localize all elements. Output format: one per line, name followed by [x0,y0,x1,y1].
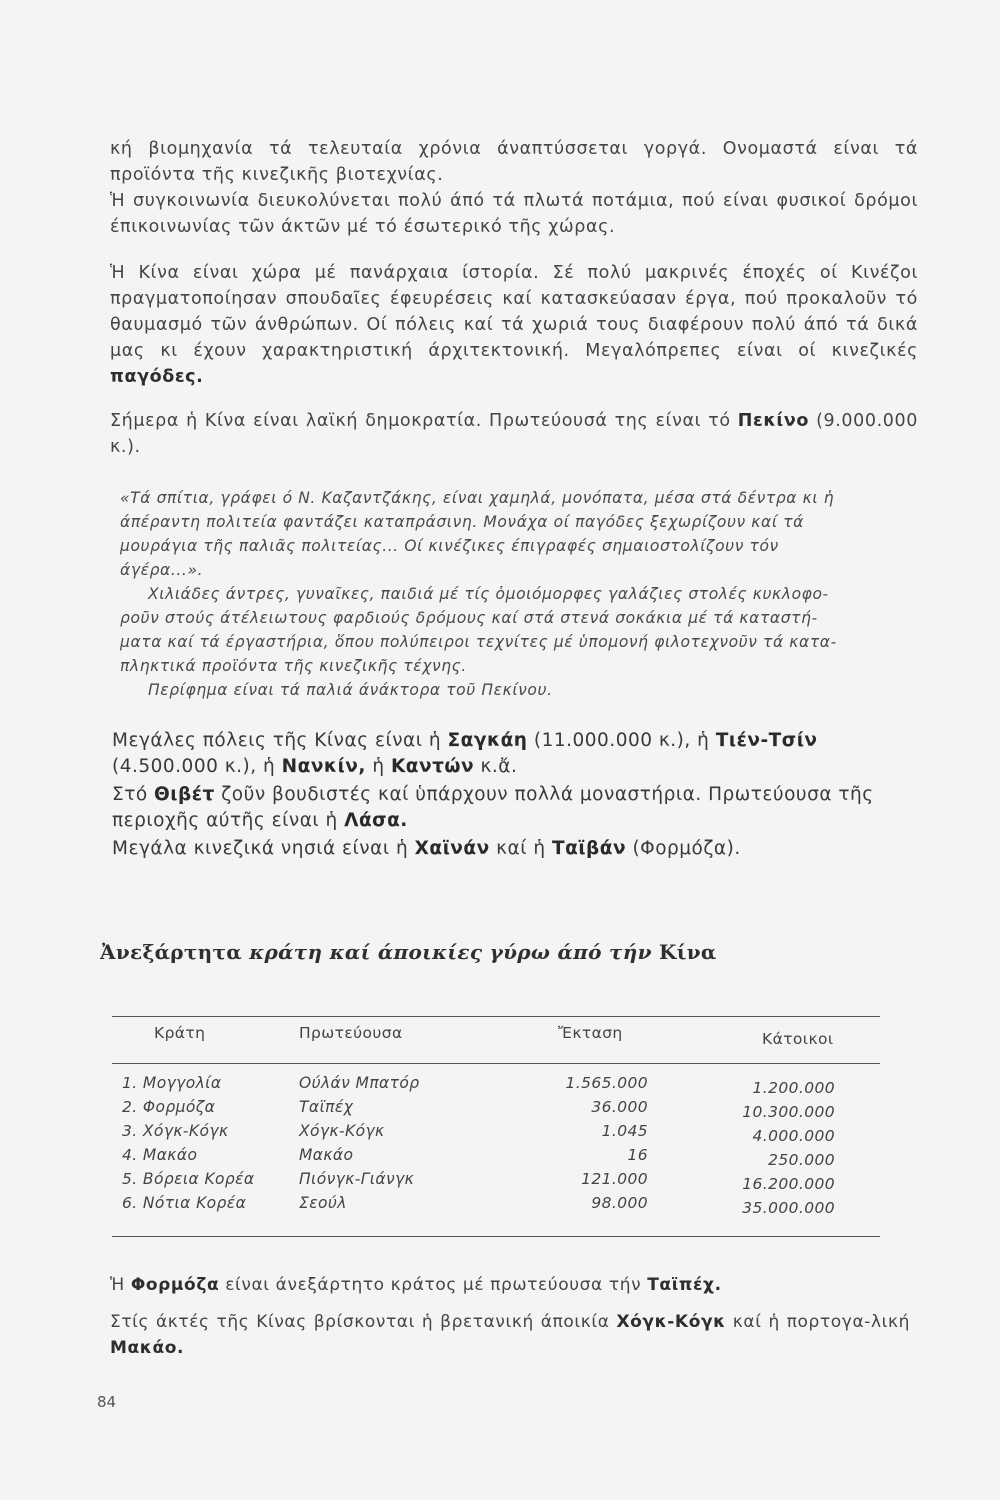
cell-capital: Μακάο [299,1146,354,1164]
cell-capital: Πιόνγκ-Γιάνγκ [299,1170,415,1188]
text: κ.ἄ. [480,756,518,777]
cell-area: 121.000 [581,1170,648,1188]
bold-term: Πεκίνο [737,411,809,431]
cell-area: 1.565.000 [565,1074,648,1092]
heading-part: κράτη καί άποικίες γύρω άπό τήν [249,940,652,964]
text: (11.000.000 κ.), ἡ [533,730,710,751]
cell-state: 6. Νότια Κορέα [122,1194,247,1212]
paragraph-industry [110,136,918,188]
cell-population: 250.000 [768,1151,835,1169]
table-top-rule [112,1016,880,1017]
bold-term: Τιέν-Τσίν [715,730,818,751]
paragraph-transport [110,188,918,240]
table-row [112,1170,880,1194]
text: (Φορμόζα). [632,838,741,859]
bold-term: Μακάο. [110,1338,185,1358]
cell-area: 16 [627,1146,648,1164]
paragraph-capital [110,408,918,460]
quote-line: ματα καί τά έργαστήρια, ὅπου πολύπειροι τεχνίτες μέ ὑπομονή φιλοτεχνοῦν τά κατα- [120,633,837,651]
text: καί ἡ [496,838,546,859]
bold-term: Χόγκ-Κόγκ [616,1312,726,1332]
bold-term: Καντών [390,756,475,777]
cell-population: 10.300.000 [742,1103,835,1121]
bold-term: παγόδες. [110,367,204,387]
text: καί ἡ πορτογα-λική [732,1312,910,1332]
cell-area: 1.045 [601,1122,648,1140]
paragraph-history [110,260,918,390]
paragraph-formosa [110,1272,918,1298]
text: Στίς άκτές τῆς Κίνας βρίσκονται ἡ βρετανική άποικία [110,1312,610,1332]
cell-capital: Ταϊπέχ [299,1098,354,1116]
paragraph-cities [112,728,920,780]
bold-term: Ταϊπέχ. [647,1275,722,1295]
cell-state: 3. Χόγκ-Κόγκ [122,1122,229,1140]
cell-population: 4.000.000 [752,1127,835,1145]
heading-part: Ἀνεξάρτητα [100,940,242,964]
table-row [112,1146,880,1170]
section-heading [100,940,717,964]
text: ἡ [372,756,385,777]
table-row [112,1074,880,1098]
text: κή βιομηχανία τά τελευταία χρόνια άναπτύσσεται γοργά. Ονομαστά είναι τά προϊόντα τῆς κινεζικῆς βιοτεχνίας. [110,139,918,185]
quote-line: ροῦν στούς άτέλειωτους φαρδιούς δρόμους καί στά στενά σοκάκια μέ τά καταστή- [120,609,818,627]
table-row [112,1122,880,1146]
quote-line: πληκτικά προϊόντα τῆς κινεζικῆς τέχνης. [120,657,467,675]
text: Ἡ [110,1275,125,1295]
column-header: Κράτη [154,1024,206,1042]
text: Σήμερα ἡ Κίνα είναι λαϊκή δημοκρατία. Πρωτεύουσά της είναι τό [110,411,731,431]
quote-line: μουράγια τῆς παλιᾶς πολιτείας... Οί κινέζικες έπιγραφές σημαιοστολίζουν τόν [120,537,779,555]
text: είναι άνεξάρτητο κράτος μέ πρωτεύουσα τήν [225,1275,642,1295]
text: Στό [112,784,148,805]
text: (4.500.000 κ.), ἡ [112,756,276,777]
column-header: Πρωτεύουσα [299,1024,403,1042]
text: Μεγάλες πόλεις τῆς Κίνας είναι ἡ [112,730,442,751]
bold-term: Λάσα. [344,810,408,831]
text: ζοῦν βουδιστές καί ὑπάρχουν πολλά μοναστήρια. Πρωτεύουσα τῆς περιοχῆς αύτῆς είναι ἡ [112,784,874,831]
bold-term: Νανκίν, [281,756,366,777]
cell-state: 4. Μακάο [122,1146,198,1164]
table-row [112,1194,880,1218]
quote-line: άγέρα...». [120,561,204,579]
cell-state: 1. Μογγολία [122,1074,222,1092]
bold-term: Χαϊνάν [414,838,490,859]
cell-area: 36.000 [591,1098,648,1116]
bold-term: Θιβέτ [154,784,215,805]
quote-line: Χιλιάδες άντρες, γυναῖκες, παιδιά μέ τίς ὁμοιόμορφες γαλάζιες στολές κυκλοφο- [148,585,829,603]
cell-capital: Σεούλ [299,1194,347,1212]
text: Μεγάλα κινεζικά νησιά είναι ἡ [112,838,409,859]
table-row [112,1098,880,1122]
cell-state: 5. Βόρεια Κορέα [122,1170,255,1188]
quote-line: «Τά σπίτια, γράφει ό Ν. Καζαντζάκης, είναι χαμηλά, μονόπατα, μέσα στά δέντρα κι ἡ [120,489,835,507]
cell-state: 2. Φορμόζα [122,1098,216,1116]
paragraph-colonies [110,1309,910,1361]
text: (9.000.000 κ.). [110,411,919,457]
table-bottom-rule [112,1236,880,1237]
text: Ἡ Κίνα είναι χώρα μέ πανάρχαια ίστορία. Σέ πολύ μακρινές έποχές οί Κινέζοι πραγματοποίησαν σπουδαῖες έφευρέσεις καί κατασκεύασαν έργα, πού προκαλοῦν τό θαυμασμό τῶν άνθρώπων. Οί πόλεις καί τά χωριά τους διαφέρουν πολύ άπό τά δικά μας κι έχουν χαρακτηριστική άρχιτεκτονική. Μεγαλόπρεπες είναι οί κινεζικές [110,263,918,361]
kazantzakis-quote [120,486,890,702]
bold-term: Ταϊβάν [551,838,627,859]
cell-population: 1.200.000 [752,1079,835,1097]
paragraph-islands [112,836,920,862]
page-number: 84 [97,1393,117,1411]
cell-population: 16.200.000 [742,1175,835,1193]
paragraph-tibet [112,782,920,834]
heading-part: Κίνα [659,940,717,964]
quote-line: άπέραντη πολιτεία φαντάζει καταπράσινη. Μονάχα οί παγόδες ξεχωρίζουν καί τά [120,513,804,531]
cell-capital: Ούλάν Μπατόρ [299,1074,420,1092]
text: Ἡ συγκοινωνία διευκολύνεται πολύ άπό τά πλωτά ποτάμια, πού είναι φυσικοί δρόμοι έπικοινωνίας τῶν άκτῶν μέ τό έσωτερικό τῆς χώρας. [110,191,918,237]
column-header: Κάτοικοι [762,1030,834,1048]
bold-term: Φορμόζα [130,1275,220,1295]
quote-line: Περίφημα είναι τά παλιά άνάκτορα τοῦ Πεκίνου. [148,681,553,699]
column-header: Ἔκταση [558,1024,623,1042]
cell-area: 98.000 [591,1194,648,1212]
table-header-rule [112,1063,880,1064]
cell-capital: Χόγκ-Κόγκ [299,1122,385,1140]
cell-population: 35.000.000 [742,1199,835,1217]
bold-term: Σαγκάη [447,730,528,751]
